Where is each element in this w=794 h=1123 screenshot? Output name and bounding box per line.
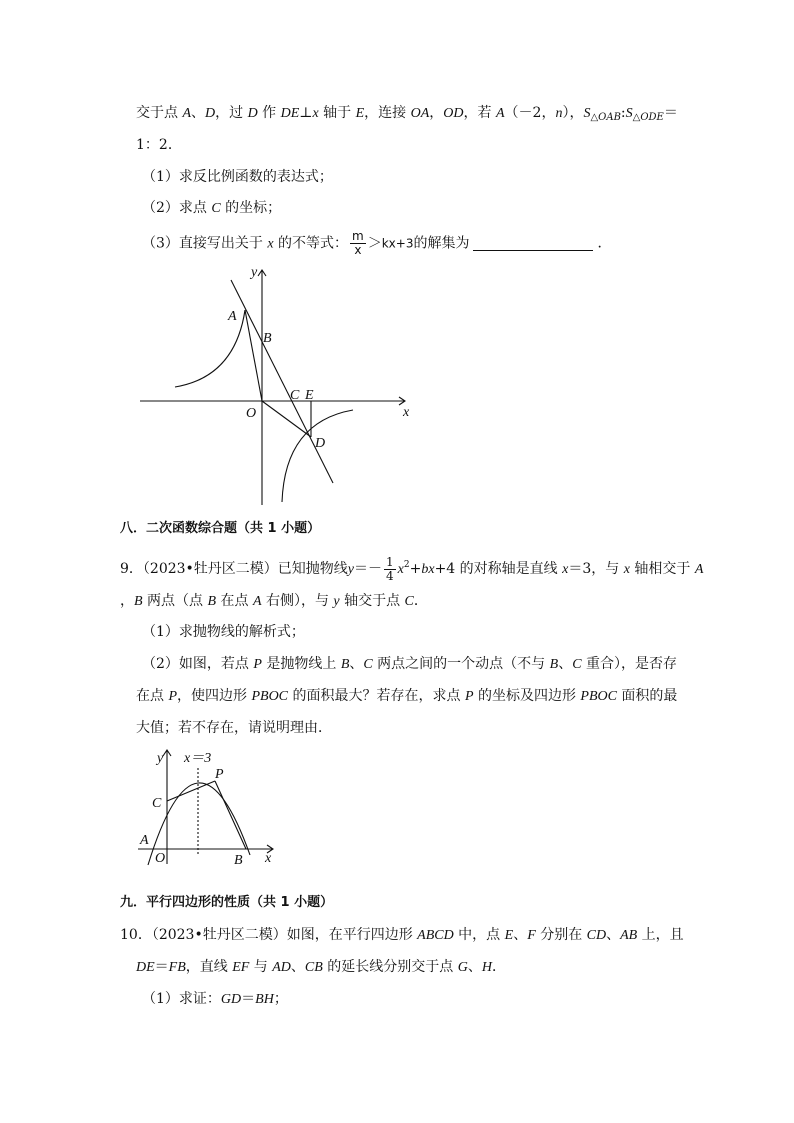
section-9-heading: 九．平行四边形的性质（共 1 小题）	[120, 895, 334, 910]
q8-line-1: 交于点 A、D，过 D 作 DE⊥x 轴于 E，连接 OA，OD，若 A（－2，n），$S_{\triangle OAB}:S_{\triangle ODE}=$	[136, 105, 678, 123]
answer-blank[interactable]	[473, 236, 593, 251]
inequality-fraction: $\frac{m}{x}$	[352, 229, 364, 257]
q8-part-3: （3）直接写出关于 x 的不等式： $\frac{m}{x}$ ＞kx+3的解集为 ．	[142, 229, 612, 257]
section-8-heading: 八．二次函数综合题（共 1 小题）	[120, 521, 321, 536]
q9-line-4: 在点 P，使四边形 PBOC 的面积最大？若存在，求点 P 的坐标及四边形 PBOC 面积的最	[136, 688, 678, 704]
segment-CP	[167, 781, 215, 801]
label-y: y	[157, 751, 164, 766]
label-O: O	[246, 406, 257, 421]
q9-part-1: （1）求抛物线的解析式；	[142, 624, 305, 640]
q9-fraction: $\frac{1}{4}$	[386, 554, 394, 583]
label-x: x	[403, 405, 410, 420]
label-axis: x＝3	[184, 751, 212, 766]
q10-line-2: DE＝FB，直线 EF 与 AD、CB 的延长线分别交于点 G、H．	[136, 959, 506, 975]
figure-parabola	[135, 744, 285, 869]
label-O: O	[155, 851, 166, 866]
label-y: y	[251, 265, 258, 280]
q9-line-5: 大值；若不存在，请说明理由．	[136, 720, 332, 736]
label-A: A	[140, 833, 149, 848]
q8-part-2: （2）求点 C 的坐标；	[142, 200, 282, 216]
label-C: C	[152, 796, 162, 811]
label-D: D	[315, 436, 326, 451]
label-E: E	[305, 388, 314, 403]
q9-part-2: （2）如图，若点 P 是抛物线上 B、C 两点之间的一个动点（不与 B、C 重合），是否存	[142, 656, 677, 672]
segment-OD	[262, 401, 311, 437]
q9-line-1: 9．（2023•牡丹区二模）已知抛物线y＝－ $\frac{1}{4}$ $x^2+bx+4$ 的对称轴是直线 x＝3，与 x 轴相交于 A	[120, 554, 704, 583]
label-C: C	[290, 388, 300, 403]
q10-part-1: （1）求证：GD＝BH；	[142, 991, 288, 1007]
label-B: B	[234, 853, 243, 868]
label-P: P	[215, 767, 224, 782]
figure-hyperbola-line	[135, 262, 435, 507]
segment-PB	[215, 781, 246, 849]
q9-line-2: ，B 两点（点 B 在点 A 右侧），与 y 轴交于点 C．	[120, 593, 428, 609]
label-B: B	[263, 331, 272, 346]
q8-part-1: （1）求反比例函数的表达式；	[142, 169, 333, 185]
q8-line-2: 1：2．	[136, 137, 182, 153]
line-through-A-D	[231, 280, 333, 483]
q10-line-1: 10．（2023•牡丹区二模）如图，在平行四边形 ABCD 中，点 E、F 分别在 CD、AB 上，且	[120, 927, 684, 943]
label-x: x	[265, 851, 272, 866]
label-A: A	[228, 309, 237, 324]
